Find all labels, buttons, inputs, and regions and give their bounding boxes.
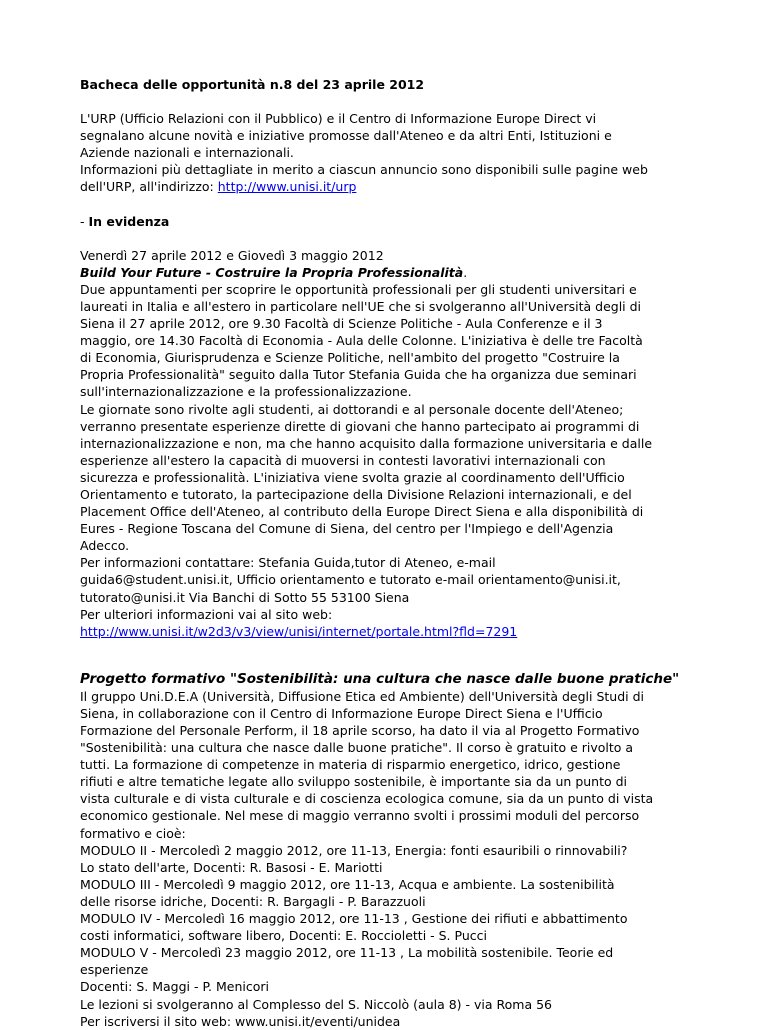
project-line: economico gestionale. Nel mese di maggio verranno svolti i prossimi moduli del percorso: [80, 808, 640, 824]
intro-line: Aziende nazionali e internazionali.: [80, 145, 294, 161]
event-line: guida6@student.unisi.it, Ufficio orientamento e tutorato e-mail orientamento@unisi.it,: [80, 572, 621, 588]
section-dash: -: [80, 213, 89, 229]
event-line: sull'internazionalizzazione e la professionalizzazione.: [80, 384, 412, 400]
event-line: Eures - Regione Toscana del Comune di Siena, del centro per l'Impiego e dell'Agenzia: [80, 521, 614, 537]
project-line: vista culturale e di vista culturale e di coscienza ecologica comune, sia da un punto di vista: [80, 791, 654, 807]
project-line: Formazione del Personale Perform, il 18 aprile scorso, ha dato il via al Progetto Formativo: [80, 723, 640, 738]
event-line: internazionalizzazione e non, ma che hanno acquisito dalla formazione universitaria e dalle: [80, 435, 653, 451]
project-line: MODULO V - Mercoledì 23 maggio 2012, ore 11-13 , La mobilità sostenibile. Teorie ed: [80, 945, 614, 961]
event-line: Adecco.: [80, 538, 130, 554]
project-line: "Sostenibilità: una cultura che nasce dalle buone pratiche". Il corso è gratuito e rivolto a: [80, 740, 634, 756]
project-line: Siena, in collaborazione con il Centro di Informazione Europe Direct Siena e l'Ufficio: [80, 705, 603, 721]
project-block: [80, 670, 692, 1030]
event-block: [80, 247, 692, 640]
event-line: Due appuntamenti per scoprire le opportunità professionali per gli studenti universitari e: [80, 281, 637, 297]
event-link-line: [80, 623, 692, 640]
intro-line: segnalano alcune novità e iniziative promosse dall'Ateneo e da altri Enti, Istituzioni e: [80, 128, 612, 144]
event-line: Per ulteriori informazioni vai al sito web:: [80, 606, 333, 622]
section-heading: [80, 213, 692, 230]
event-line: maggio, ore 14.30 Facoltà di Economia - Aula delle Colonne. L'iniziativa è delle tre Facoltà: [80, 333, 643, 349]
event-line: Propria Professionalità" seguito dalla Tutor Stefania Guida che ha organizza due seminari: [80, 367, 637, 383]
project-line: tutti. La formazione di competenze in materia di risparmio energetico, idrico, gestione: [80, 757, 621, 773]
project-line: esperienze: [80, 962, 149, 978]
section-label: In evidenza: [88, 213, 170, 229]
event-line: Siena il 27 aprile 2012, ore 9.30 Facoltà di Scienze Politiche - Aula Conferenze e il 3: [80, 316, 603, 332]
project-line: Lo stato dell'arte, Docenti: R. Basosi - E. Mariotti: [80, 859, 383, 875]
project-line: MODULO IV - Mercoledì 16 maggio 2012, ore 11-13 , Gestione dei rifiuti e abbattimento: [80, 911, 628, 927]
event-title-period: .: [463, 264, 468, 280]
event-date: Venerdì 27 aprile 2012 e Giovedì 3 maggio 2012: [80, 247, 384, 263]
project-line: Il gruppo Uni.D.E.A (Università, Diffusione Etica ed Ambiente) dell'Università degli Studi di: [80, 688, 645, 704]
project-line: MODULO II - Mercoledì 2 maggio 2012, ore 11-13, Energia: fonti esauribili o rinnovabili?: [80, 842, 628, 858]
event-line: Placement Office dell'Ateneo, al contributo della Europe Direct Siena e alla disponibilità di: [80, 504, 644, 520]
spacer: [80, 230, 692, 247]
document-page: [80, 76, 692, 1030]
event-line: Le giornate sono rivolte agli studenti, ai dottorandi e al personale docente dell'Ateneo;: [80, 401, 624, 417]
event-line: sicurezza e professionalità. L'iniziativa viene svolta grazie al coordinamento dell'Ufficio: [80, 469, 625, 485]
spacer: [80, 196, 692, 213]
project-line: Le lezioni si svolgeranno al Complesso del S. Niccolò (aula 8) - via Roma 56: [80, 996, 553, 1012]
event-line: Per informazioni contattare: Stefania Guida,tutor di Ateneo, e-mail: [80, 555, 496, 571]
project-line: rifiuti e altre tematiche legate allo sviluppo sostenibile, è importante sia da un punto di: [80, 774, 628, 790]
urp-link[interactable]: http://www.unisi.it/urp: [217, 179, 357, 195]
intro-link-prefix: dell'URP, all'indirizzo:: [80, 179, 218, 195]
project-title: Progetto formativo "Sostenibilità: una cultura che nasce dalle buone pratiche": [80, 670, 680, 687]
portal-link[interactable]: http://www.unisi.it/w2d3/v3/view/unisi/internet/portale.html?fld=7291: [80, 623, 518, 639]
event-line: laureati in Italia e all'estero in particolare nell'UE che si svolgeranno all'Università degli di: [80, 298, 642, 314]
event-line: esperienze all'estero la capacità di muoversi in contesti lavorativi internazionali con: [80, 452, 606, 468]
project-line: MODULO III - Mercoledì 9 maggio 2012, ore 11-13, Acqua e ambiente. La sostenibilità: [80, 876, 615, 892]
intro-paragraph: [80, 110, 692, 195]
project-line: costi informatici, software libero, Docenti: E. Roccioletti - S. Pucci: [80, 928, 487, 944]
event-line: di Economia, Giurisprudenza e Scienze Politiche, nell'ambito del progetto "Costruire la: [80, 350, 620, 366]
event-line: tutorato@unisi.it Via Banchi di Sotto 55 53100 Siena: [80, 589, 410, 605]
project-line: Docenti: S. Maggi - P. Menicori: [80, 979, 269, 995]
event-line: Orientamento e tutorato, la partecipazione della Divisione Relazioni internazionali, e del: [80, 486, 632, 502]
intro-line: Informazioni più dettagliate in merito a ciascun annuncio sono disponibili sulle pagine web: [80, 162, 648, 178]
intro-line: L'URP (Ufficio Relazioni con il Pubblico) e il Centro di Informazione Europe Direct vi: [80, 111, 597, 127]
event-title: Build Your Future - Costruire la Propria Professionalità: [80, 264, 464, 280]
spacer: [80, 93, 692, 110]
intro-line-with-link: [80, 178, 692, 195]
project-line: delle risorse idriche, Docenti: R. Bargagli - P. Barazzuoli: [80, 893, 426, 909]
project-line: formativo e cioè:: [80, 825, 186, 841]
event-title-line: [80, 264, 692, 281]
page-title: Bacheca delle opportunità n.8 del 23 aprile 2012: [80, 77, 425, 92]
event-line: verranno presentate esperienze dirette di giovani che hanno partecipato ai programmi di: [80, 418, 640, 434]
spacer: [80, 640, 692, 670]
project-line: Per iscriversi il sito web: www.unisi.it/eventi/unidea: [80, 1013, 401, 1029]
